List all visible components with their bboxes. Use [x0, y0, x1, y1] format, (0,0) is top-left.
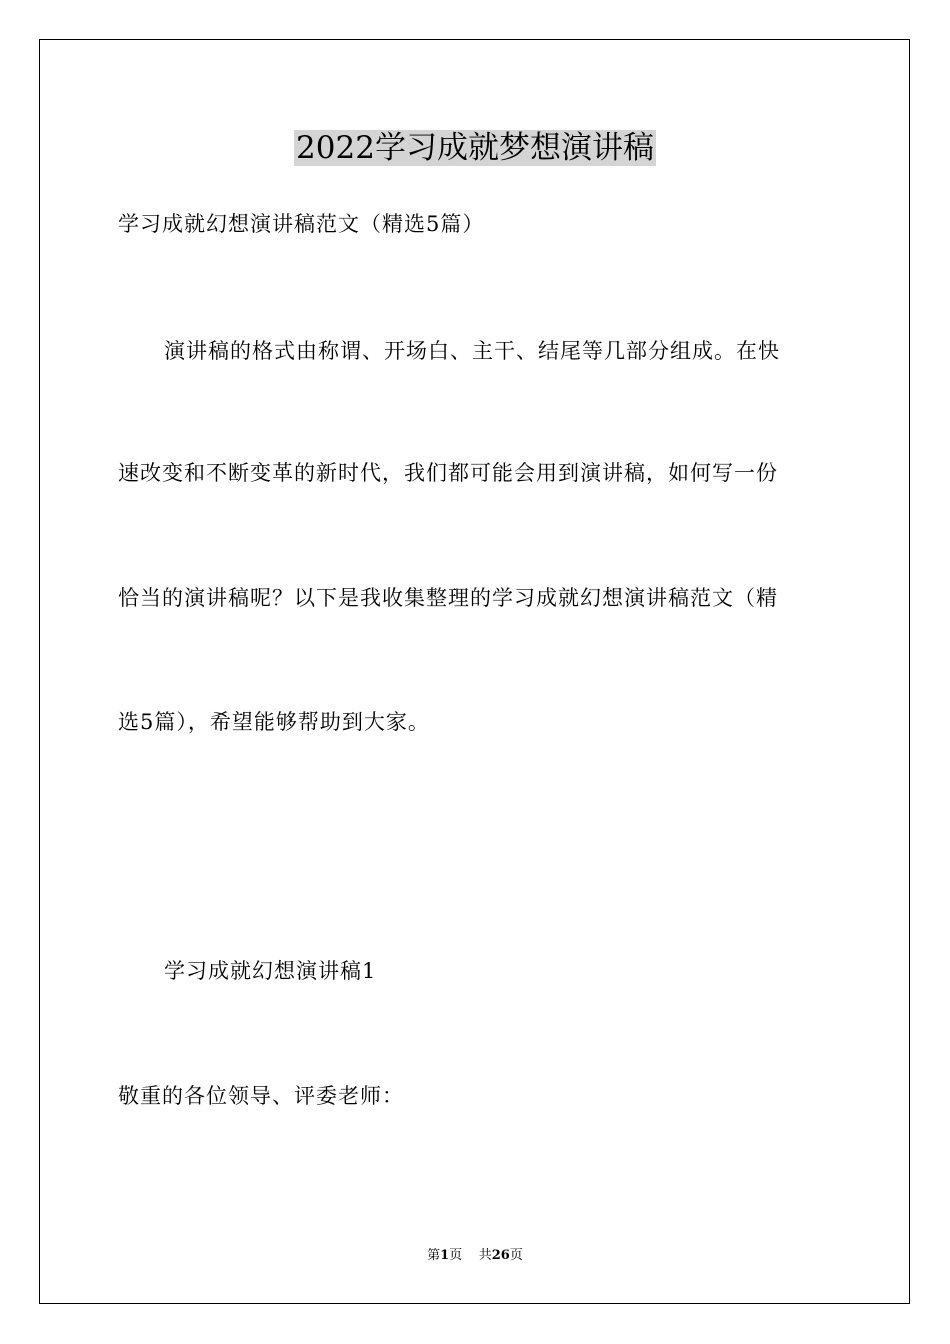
- page-number: 1: [440, 1248, 450, 1263]
- page-footer: [0, 1247, 950, 1265]
- intro-line-4: 选5篇），希望能够帮助到大家。: [118, 710, 430, 734]
- total-prefix: 共: [478, 1248, 492, 1263]
- salutation: 敬重的各位领导、评委老师：: [118, 1084, 404, 1108]
- intro-line-1: 演讲稿的格式由称谓、开场白、主干、结尾等几部分组成。在快: [164, 339, 780, 363]
- page-prefix: 第: [427, 1248, 441, 1263]
- document-subtitle: 学习成就幻想演讲稿范文（精选5篇）: [118, 212, 485, 236]
- total-suffix: 页: [509, 1248, 523, 1263]
- page-suffix: 页: [449, 1248, 463, 1263]
- intro-line-3: 恰当的演讲稿呢？以下是我收集整理的学习成就幻想演讲稿范文（精: [118, 586, 778, 610]
- intro-line-2: 速改变和不断变革的新时代，我们都可能会用到演讲稿，如何写一份: [118, 461, 778, 485]
- section-heading: 学习成就幻想演讲稿1: [164, 959, 377, 983]
- document-title-text: 2022学习成就梦想演讲稿: [296, 130, 654, 166]
- document-title: [0, 126, 950, 170]
- total-pages: 26: [491, 1248, 510, 1263]
